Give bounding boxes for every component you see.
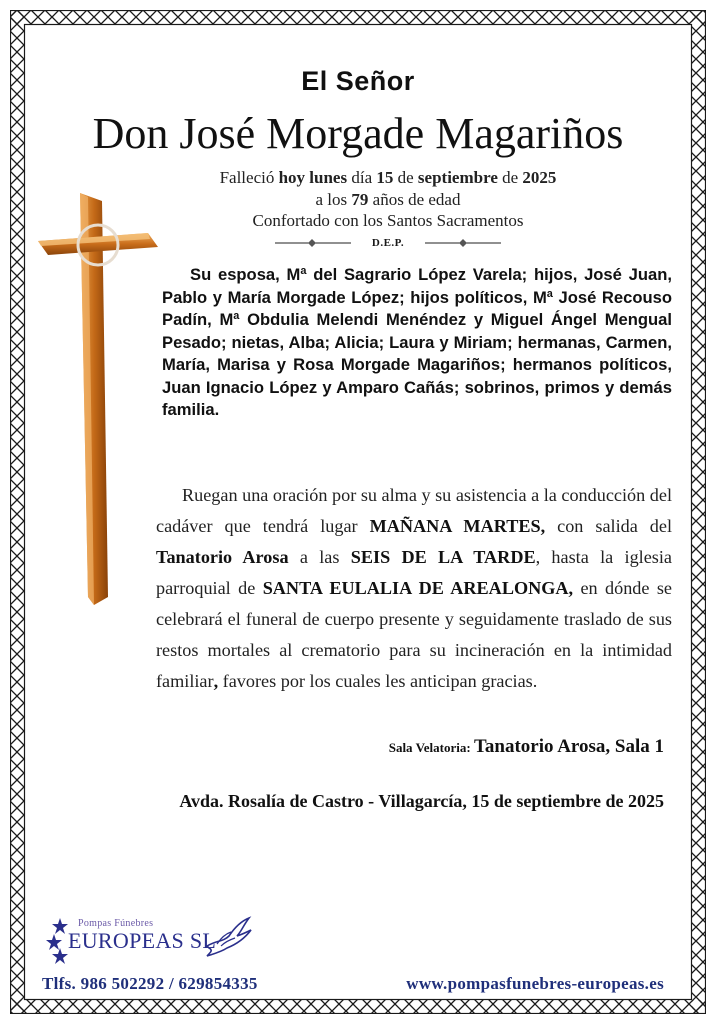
- place-date: Avda. Rosalía de Castro - Villagarcía, 15 de septiembre de 2025: [179, 791, 664, 811]
- diamond-icon: [459, 239, 467, 247]
- para-comma: ,: [213, 671, 219, 691]
- star-icon: [52, 918, 68, 934]
- death-date-month: septiembre: [417, 168, 498, 187]
- family-text: Su esposa, Mª del Sagrario López Varela; hijos, José Juan, Pablo y María Morgade López; hijos políticos, Mª José Recouso Padín, Mª Obdulia Melendi Menéndez y Miguel Ángel Mengual Pesado; nietas, Alba; Alicia; Laura y Miriam; hermanas, Carmen, María, Marisa y Rosa Morgade Magariños; hermanos políticos, Juan Ignacio López y Amparo Cañás; sobrinos, primos y demás familia.: [162, 265, 672, 419]
- dep-divider: [273, 234, 503, 252]
- para-funeral-home: Tanatorio Arosa: [156, 547, 289, 567]
- dove-icon: [203, 916, 253, 965]
- para-part: con salida del: [545, 516, 672, 536]
- phone-numbers: Tlfs. 986 502292 / 629854335: [42, 974, 258, 993]
- title-honorific: El Señor: [301, 66, 415, 96]
- logo-tagline: Pompas Fúnebres: [78, 918, 154, 929]
- age-number: 79: [351, 190, 369, 209]
- death-date-text-2: día: [347, 168, 377, 187]
- dep-text: D.E.P.: [371, 237, 405, 249]
- para-part: Ruegan una oración por su alma y su asistencia a la conducción del cadáver que tendrá lugar: [156, 485, 672, 536]
- deceased-name: Don José Morgade Magariños: [92, 109, 624, 158]
- diamond-icon: [308, 239, 316, 247]
- para-part: a las: [288, 547, 351, 567]
- para-church: SANTA EULALIA DE AREALONGA,: [262, 578, 574, 598]
- para-day: MAÑANA MARTES,: [369, 516, 546, 536]
- death-date-day: hoy lunes: [278, 168, 348, 187]
- star-icon: [46, 934, 62, 950]
- death-date-text-1: Falleció: [219, 168, 279, 187]
- sacraments-line: Confortado con los Santos Sacramentos: [252, 211, 524, 230]
- ceremony-paragraph: [156, 480, 672, 697]
- wake-room: [228, 736, 664, 758]
- death-date-text-3: de: [393, 168, 418, 187]
- death-date-number: 15: [376, 168, 394, 187]
- website-link[interactable]: www.pompasfunebres-europeas.es: [406, 974, 664, 993]
- para-part: en dónde se celebrará el funeral de cuerpo presente y seguidamente traslado de sus restos mortales al crematorio para su incineración en la intimidad familiar: [156, 578, 672, 691]
- cross-icon: [38, 193, 160, 610]
- obituary-page: [28, 28, 688, 996]
- death-date-year: 2025: [522, 168, 557, 187]
- para-part: favores por los cuales les anticipan gracias.: [218, 671, 538, 691]
- age-text-1: a los: [315, 190, 352, 209]
- death-date-line: [178, 168, 598, 188]
- para-part: , hasta la iglesia parroquial de: [156, 547, 672, 598]
- logo-name: EUROPEAS SL: [68, 928, 217, 953]
- wake-room-label: Sala Velatoria:: [388, 740, 474, 755]
- wake-room-value: Tanatorio Arosa, Sala 1: [473, 736, 664, 757]
- age-text-2: años de edad: [368, 190, 461, 209]
- age-line: [178, 190, 598, 210]
- death-date-text-4: de: [497, 168, 523, 187]
- star-icon: [52, 948, 68, 964]
- para-time: SEIS DE LA TARDE: [350, 547, 536, 567]
